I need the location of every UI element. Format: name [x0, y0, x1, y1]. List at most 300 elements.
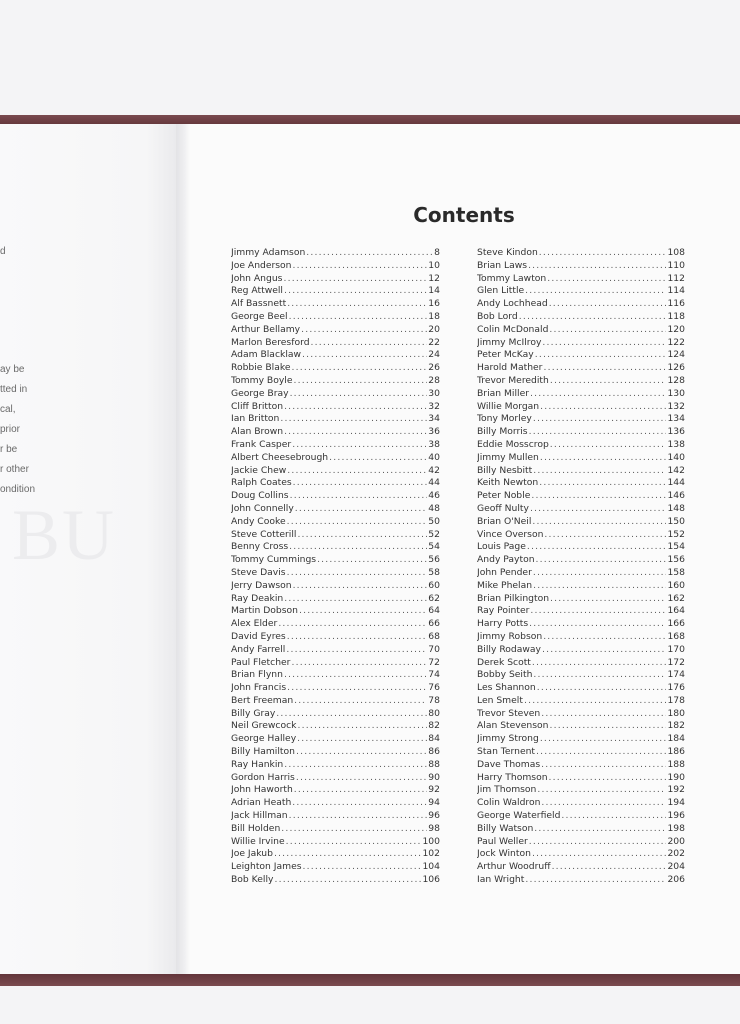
- toc-entry: [231, 874, 440, 887]
- toc-entry-page: 190: [667, 771, 685, 783]
- toc-entry-name: Jackie Chew: [231, 464, 287, 476]
- toc-entry-page: 170: [667, 643, 685, 655]
- toc-entry-name: Cliff Britton: [231, 400, 284, 412]
- toc-entry: [231, 682, 440, 695]
- toc-entry-page: 154: [667, 541, 685, 553]
- toc-entry-name: Ian Britton: [231, 413, 280, 425]
- toc-entry: [477, 759, 685, 772]
- toc-entry-name: Robbie Blake: [231, 362, 291, 374]
- toc-entry-name: Alf Bassnett: [231, 298, 287, 310]
- toc-leader-dots: [541, 759, 666, 772]
- toc-entry: [231, 733, 440, 746]
- toc-entry-name: Tommy Lawton: [477, 272, 547, 284]
- toc-leader-dots: [294, 695, 427, 708]
- toc-entry: [231, 810, 440, 823]
- toc-entry-name: Steve Davis: [231, 566, 286, 578]
- toc-entry-name: Joe Anderson: [231, 259, 292, 271]
- book-gutter: [176, 124, 190, 974]
- toc-entry-page: 66: [428, 618, 440, 630]
- toc-leader-dots: [292, 439, 427, 452]
- toc-entry-name: Harry Thomson: [477, 771, 548, 783]
- toc-entry: [231, 797, 440, 810]
- toc-entry-page: 44: [428, 477, 440, 489]
- toc-entry-page: 30: [428, 387, 440, 399]
- left-page-fragment: ay be: [0, 364, 25, 375]
- toc-entry-name: Colin McDonald: [477, 323, 549, 335]
- toc-leader-dots: [529, 618, 666, 631]
- toc-entry: [231, 823, 440, 836]
- toc-entry-name: John Haworth: [231, 784, 293, 796]
- toc-entry-page: 150: [667, 515, 685, 527]
- toc-leader-dots: [527, 541, 667, 554]
- toc-entry-page: 118: [667, 310, 685, 322]
- toc-entry-name: Frank Casper: [231, 438, 292, 450]
- toc-entry-page: 8: [434, 247, 440, 258]
- toc-entry: [231, 848, 440, 861]
- toc-entry-page: 142: [667, 464, 685, 476]
- toc-entry: [477, 311, 685, 324]
- toc-entry-page: 80: [428, 707, 440, 719]
- toc-entry: [477, 426, 685, 439]
- toc-entry: [231, 260, 440, 273]
- toc-entry-page: 120: [667, 323, 685, 335]
- toc-entry-page: 42: [428, 464, 440, 476]
- toc-entry-page: 108: [667, 247, 685, 258]
- toc-entry-name: Tommy Cummings: [231, 554, 317, 566]
- toc-entry-name: George Halley: [231, 733, 297, 745]
- toc-entry-page: 72: [428, 656, 440, 668]
- toc-entry-name: Dave Thomas: [477, 758, 541, 770]
- toc-entry-page: 164: [667, 605, 685, 617]
- toc-leader-dots: [278, 618, 427, 631]
- toc-leader-dots: [537, 682, 667, 695]
- toc-entry-page: 96: [428, 810, 440, 822]
- toc-leader-dots: [533, 580, 666, 593]
- toc-entry-page: 102: [422, 848, 440, 860]
- toc-entry-page: 34: [428, 413, 440, 425]
- toc-entry-page: 184: [667, 733, 685, 745]
- toc-entry-page: 156: [667, 554, 685, 566]
- toc-entry-name: Billy Gray: [231, 707, 276, 719]
- toc-entry-page: 202: [667, 848, 685, 860]
- toc-entry-page: 158: [667, 566, 685, 578]
- toc-entry-name: Jimmy Strong: [477, 733, 539, 745]
- toc-entry: [477, 273, 685, 286]
- toc-entry: [477, 720, 685, 733]
- toc-entry-name: Billy Morris: [477, 426, 528, 438]
- toc-entry-name: Len Smelt: [477, 694, 523, 706]
- toc-entry: [477, 285, 685, 298]
- toc-leader-dots: [286, 644, 427, 657]
- toc-entry-name: Brian Flynn: [231, 669, 283, 681]
- contents-title: Contents: [413, 203, 515, 227]
- toc-leader-dots: [284, 285, 427, 298]
- toc-entry-page: 24: [428, 349, 440, 361]
- toc-entry: [477, 529, 685, 542]
- toc-entry: [477, 836, 685, 849]
- toc-entry-name: Andy Lochhead: [477, 298, 548, 310]
- toc-entry-page: 78: [428, 694, 440, 706]
- toc-entry-name: John Francis: [231, 682, 287, 694]
- left-page-fragment: tted in: [0, 384, 28, 395]
- toc-entry: [477, 567, 685, 580]
- toc-entry-page: 162: [667, 592, 685, 604]
- toc-entry-name: Neil Grewcock: [231, 720, 297, 732]
- toc-entry: [231, 426, 440, 439]
- toc-leader-dots: [286, 836, 422, 849]
- toc-entry-page: 204: [667, 861, 685, 873]
- toc-entry-name: Marlon Beresford: [231, 336, 310, 348]
- toc-entry: [231, 311, 440, 324]
- toc-entry-page: 132: [667, 400, 685, 412]
- toc-entry-page: 140: [667, 451, 685, 463]
- toc-entry: [231, 541, 440, 554]
- toc-entry-page: 22: [428, 336, 440, 348]
- toc-entry-page: 148: [667, 502, 685, 514]
- toc-leader-dots: [549, 324, 666, 337]
- toc-entry-name: Martin Dobson: [231, 605, 298, 617]
- toc-entry-page: 18: [428, 310, 440, 322]
- toc-entry: [231, 477, 440, 490]
- toc-leader-dots: [531, 490, 666, 503]
- toc-leader-dots: [296, 772, 427, 785]
- toc-entry-page: 206: [667, 874, 685, 886]
- toc-entry-page: 88: [428, 758, 440, 770]
- toc-entry-name: Billy Rodaway: [477, 643, 541, 655]
- toc-leader-dots: [530, 605, 666, 618]
- toc-leader-dots: [532, 516, 666, 529]
- toc-leader-dots: [530, 388, 666, 401]
- toc-leader-dots: [529, 836, 667, 849]
- toc-entry-page: 100: [422, 835, 440, 847]
- toc-entry-page: 194: [667, 797, 685, 809]
- toc-leader-dots: [289, 311, 428, 324]
- toc-entry: [231, 388, 440, 401]
- toc-entry-name: Billy Nesbitt: [477, 464, 533, 476]
- left-page-fragment: cal,: [0, 404, 16, 415]
- toc-leader-dots: [530, 503, 667, 516]
- toc-entry: [477, 848, 685, 861]
- toc-entry-name: Bobby Seith: [477, 669, 533, 681]
- toc-leader-dots: [293, 477, 428, 490]
- toc-leader-dots: [289, 810, 428, 823]
- toc-entry-page: 48: [428, 502, 440, 514]
- toc-entry: [477, 503, 685, 516]
- toc-entry: [477, 657, 685, 670]
- left-page: [0, 124, 183, 974]
- toc-entry-page: 54: [428, 541, 440, 553]
- toc-leader-dots: [549, 298, 667, 311]
- toc-leader-dots: [284, 593, 427, 606]
- toc-leader-dots: [311, 337, 428, 350]
- toc-entry: [477, 823, 685, 836]
- toc-entry-name: Billy Hamilton: [231, 746, 295, 758]
- toc-entry: [231, 285, 440, 298]
- toc-entry-name: Andy Cooke: [231, 515, 286, 527]
- toc-entry-page: 64: [428, 605, 440, 617]
- toc-entry: [231, 861, 440, 874]
- toc-entry-name: Doug Collins: [231, 490, 289, 502]
- toc-entry-page: 74: [428, 669, 440, 681]
- toc-entry-page: 186: [667, 746, 685, 758]
- toc-entry: [477, 593, 685, 606]
- toc-entry-page: 98: [428, 822, 440, 834]
- toc-leader-dots: [533, 669, 666, 682]
- toc-leader-dots: [281, 823, 427, 836]
- toc-leader-dots: [532, 848, 667, 861]
- toc-entry-page: 174: [667, 669, 685, 681]
- toc-entry-page: 56: [428, 554, 440, 566]
- toc-entry: [231, 337, 440, 350]
- toc-entry-name: Stan Ternent: [477, 746, 536, 758]
- toc-leader-dots: [525, 874, 666, 887]
- toc-entry-name: Reg Attwell: [231, 285, 283, 297]
- toc-leader-dots: [543, 362, 666, 375]
- toc-entry-name: Paul Weller: [477, 835, 528, 847]
- toc-entry: [477, 465, 685, 478]
- toc-leader-dots: [533, 567, 667, 580]
- toc-entry-name: Jimmy Mullen: [477, 451, 539, 463]
- toc-entry: [477, 810, 685, 823]
- toc-entry-page: 198: [667, 822, 685, 834]
- toc-entry: [477, 541, 685, 554]
- toc-entry-name: Brian Miller: [477, 387, 530, 399]
- toc-entry-name: Vince Overson: [477, 528, 544, 540]
- toc-entry: [477, 861, 685, 874]
- toc-entry: [477, 362, 685, 375]
- toc-entry-name: Billy Watson: [477, 822, 534, 834]
- toc-entry: [231, 452, 440, 465]
- toc-entry: [231, 362, 440, 375]
- toc-leader-dots: [294, 375, 428, 388]
- toc-entry-name: George Beel: [231, 310, 288, 322]
- toc-entry: [231, 720, 440, 733]
- toc-leader-dots: [284, 669, 427, 682]
- toc-entry-name: Derek Scott: [477, 656, 531, 668]
- toc-entry-page: 152: [667, 528, 685, 540]
- toc-entry-name: Trevor Meredith: [477, 374, 549, 386]
- toc-leader-dots: [287, 631, 428, 644]
- toc-leader-dots: [317, 554, 427, 567]
- toc-entry: [477, 631, 685, 644]
- toc-entry-name: Jack Hillman: [231, 810, 288, 822]
- toc-entry-page: 82: [428, 720, 440, 732]
- toc-leader-dots: [542, 644, 667, 657]
- toc-leader-dots: [292, 797, 427, 810]
- toc-leader-dots: [297, 529, 427, 542]
- toc-entry-name: Peter Noble: [477, 490, 531, 502]
- toc-leader-dots: [536, 554, 667, 567]
- toc-entry: [477, 708, 685, 721]
- toc-entry-name: Andy Farrell: [231, 643, 286, 655]
- toc-entry-page: 196: [667, 810, 685, 822]
- toc-leader-dots: [289, 541, 427, 554]
- toc-entry-name: Ian Wright: [477, 874, 525, 886]
- toc-entry: [477, 337, 685, 350]
- toc-entry-page: 176: [667, 682, 685, 694]
- toc-entry-page: 28: [428, 374, 440, 386]
- toc-leader-dots: [550, 375, 667, 388]
- toc-entry: [477, 797, 685, 810]
- toc-entry-page: 32: [428, 400, 440, 412]
- toc-entry-page: 50: [428, 515, 440, 527]
- toc-entry-page: 106: [422, 874, 440, 886]
- toc-leader-dots: [528, 260, 666, 273]
- toc-leader-dots: [535, 349, 667, 362]
- toc-leader-dots: [519, 311, 667, 324]
- toc-leader-dots: [540, 401, 666, 414]
- toc-entry-name: Tommy Boyle: [231, 374, 293, 386]
- toc-entry-page: 136: [667, 426, 685, 438]
- toc-entry: [477, 733, 685, 746]
- toc-leader-dots: [533, 413, 667, 426]
- toc-leader-dots: [529, 426, 667, 439]
- toc-entry-name: Adam Blacklaw: [231, 349, 302, 361]
- toc-entry-page: 26: [428, 362, 440, 374]
- toc-entry: [231, 375, 440, 388]
- left-page-fragment: prior: [0, 424, 21, 435]
- toc-entry-page: 94: [428, 797, 440, 809]
- toc-entry-name: Willie Morgan: [477, 400, 540, 412]
- toc-entry-name: Eddie Mosscrop: [477, 438, 549, 450]
- toc-leader-dots: [284, 759, 427, 772]
- toc-leader-dots: [536, 746, 666, 759]
- toc-leader-dots: [299, 605, 427, 618]
- toc-entry: [231, 657, 440, 670]
- toc-entry: [477, 695, 685, 708]
- toc-entry-page: 134: [667, 413, 685, 425]
- toc-entry: [231, 593, 440, 606]
- toc-entry-name: Bert Freeman: [231, 694, 294, 706]
- toc-leader-dots: [544, 529, 666, 542]
- contents-column-left: [231, 247, 440, 887]
- toc-entry-name: Steve Kindon: [477, 247, 538, 258]
- toc-leader-dots: [280, 413, 427, 426]
- toc-entry-name: Jimmy McIlroy: [477, 336, 542, 348]
- toc-entry-page: 178: [667, 694, 685, 706]
- toc-entry-name: Ralph Coates: [231, 477, 292, 489]
- toc-leader-dots: [542, 337, 666, 350]
- toc-entry: [477, 605, 685, 618]
- toc-entry: [231, 516, 440, 529]
- toc-entry-page: 182: [667, 720, 685, 732]
- toc-entry: [477, 324, 685, 337]
- toc-entry: [231, 695, 440, 708]
- toc-entry-page: 130: [667, 387, 685, 399]
- toc-entry: [231, 465, 440, 478]
- toc-entry-page: 144: [667, 477, 685, 489]
- toc-leader-dots: [537, 784, 666, 797]
- toc-entry-name: Gordon Harris: [231, 771, 295, 783]
- toc-entry-name: Brian O'Neil: [477, 515, 532, 527]
- toc-entry-name: John Pender: [477, 566, 532, 578]
- toc-entry-page: 70: [428, 643, 440, 655]
- toc-entry-name: Harry Potts: [477, 618, 529, 630]
- toc-entry-name: Leighton James: [231, 861, 302, 873]
- toc-leader-dots: [539, 477, 666, 490]
- toc-leader-dots: [274, 874, 421, 887]
- toc-entry: [477, 439, 685, 452]
- toc-entry: [231, 836, 440, 849]
- toc-entry: [231, 669, 440, 682]
- toc-entry-page: 92: [428, 784, 440, 796]
- toc-entry-name: Albert Cheesebrough: [231, 451, 329, 463]
- toc-leader-dots: [541, 708, 666, 721]
- toc-entry: [477, 554, 685, 567]
- toc-leader-dots: [284, 426, 427, 439]
- toc-entry: [231, 529, 440, 542]
- toc-entry: [231, 759, 440, 772]
- toc-entry: [477, 618, 685, 631]
- toc-entry-name: Willie Irvine: [231, 835, 285, 847]
- toc-leader-dots: [287, 516, 428, 529]
- toc-entry-page: 168: [667, 630, 685, 642]
- toc-entry-page: 146: [667, 490, 685, 502]
- toc-entry-page: 14: [428, 285, 440, 297]
- toc-entry-name: Jock Winton: [477, 848, 531, 860]
- toc-entry-name: Paul Fletcher: [231, 656, 291, 668]
- toc-entry-page: 104: [422, 861, 440, 873]
- toc-leader-dots: [549, 772, 667, 785]
- toc-entry-page: 40: [428, 451, 440, 463]
- toc-entry: [231, 349, 440, 362]
- toc-entry-name: John Angus: [231, 272, 283, 284]
- toc-leader-dots: [543, 631, 666, 644]
- toc-entry: [231, 503, 440, 516]
- toc-entry-page: 112: [667, 272, 685, 284]
- toc-entry: [477, 349, 685, 362]
- toc-entry-page: 10: [428, 259, 440, 271]
- toc-leader-dots: [283, 273, 427, 286]
- toc-entry: [231, 413, 440, 426]
- left-page-fragment: ondition: [0, 484, 36, 495]
- toc-leader-dots: [293, 580, 428, 593]
- toc-entry-page: 172: [667, 656, 685, 668]
- toc-leader-dots: [284, 401, 427, 414]
- toc-entry-name: Les Shannon: [477, 682, 536, 694]
- toc-entry-page: 38: [428, 438, 440, 450]
- toc-entry-page: 84: [428, 733, 440, 745]
- contents-column-right: [477, 247, 685, 887]
- toc-entry-page: 16: [428, 298, 440, 310]
- toc-entry: [231, 490, 440, 503]
- toc-leader-dots: [561, 810, 666, 823]
- toc-leader-dots: [290, 388, 428, 401]
- toc-entry-page: 110: [667, 259, 685, 271]
- toc-entry: [477, 784, 685, 797]
- toc-entry-page: 188: [667, 758, 685, 770]
- toc-entry-page: 36: [428, 426, 440, 438]
- toc-entry-page: 122: [667, 336, 685, 348]
- toc-entry-page: 90: [428, 771, 440, 783]
- toc-entry-name: George Bray: [231, 387, 289, 399]
- toc-entry: [231, 644, 440, 657]
- toc-entry: [477, 401, 685, 414]
- toc-entry: [231, 247, 440, 260]
- toc-entry-name: Benny Cross: [231, 541, 289, 553]
- toc-entry-name: Bob Kelly: [231, 874, 274, 886]
- toc-leader-dots: [540, 452, 667, 465]
- toc-leader-dots: [293, 260, 428, 273]
- toc-entry-page: 68: [428, 630, 440, 642]
- toc-entry-name: Jim Thomson: [477, 784, 537, 796]
- toc-entry: [477, 260, 685, 273]
- toc-entry-name: Glen Little: [477, 285, 525, 297]
- toc-leader-dots: [292, 362, 428, 375]
- toc-leader-dots: [287, 298, 427, 311]
- toc-entry: [477, 772, 685, 785]
- toc-entry-page: 126: [667, 362, 685, 374]
